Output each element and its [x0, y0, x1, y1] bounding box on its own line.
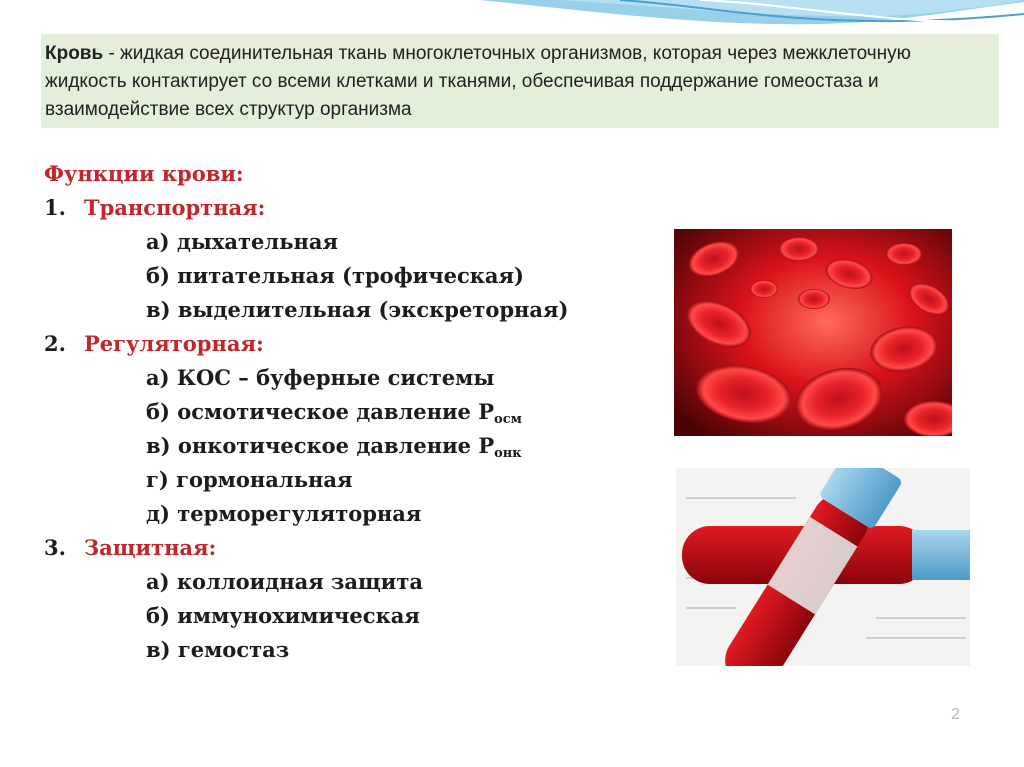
function-item: б) питательная (трофическая) [146, 263, 524, 288]
function-item [44, 395, 664, 429]
function-group-header [44, 327, 664, 361]
function-group-header [44, 191, 664, 225]
item-text: в) онкотическое давление P [146, 433, 495, 458]
blood-test-tubes-image [676, 468, 970, 666]
group-number: 1. [44, 195, 66, 220]
group-number: 2. [44, 331, 66, 356]
group-title: Транспортная: [84, 195, 266, 220]
function-item: а) КОС – буферные системы [146, 365, 495, 390]
page-number: 2 [951, 706, 960, 723]
function-item: а) дыхательная [146, 229, 338, 254]
definition-text: - жидкая соединительная ткань многоклеточных организмов, которая через межклеточную жидкость контактирует со всеми клетками и тканями, обеспечивая поддержание гомеостаза и взаимодействие всех структур организма [45, 43, 911, 120]
red-blood-cells-image [674, 229, 952, 436]
red-blood-cells-photo [674, 229, 952, 436]
item-text: б) осмотическое давление P [146, 399, 495, 424]
group-number: 3. [44, 535, 66, 560]
function-item: в) гемостаз [146, 637, 290, 662]
group-title: Защитная: [84, 535, 217, 560]
definition-box [41, 34, 999, 128]
blood-functions-list [44, 157, 664, 667]
function-item: в) выделительная (экскреторная) [146, 297, 569, 322]
function-group-header [44, 531, 664, 565]
function-item: г) гормональная [146, 467, 353, 492]
function-item [44, 429, 664, 463]
functions-heading: Функции крови: [44, 161, 244, 186]
function-item: д) терморегуляторная [146, 501, 422, 526]
function-item: а) коллоидная защита [146, 569, 423, 594]
function-item: б) иммунохимическая [146, 603, 420, 628]
subscript: осм [494, 412, 522, 427]
group-title: Регуляторная: [84, 331, 264, 356]
definition-term: Кровь [45, 43, 104, 64]
blood-test-tubes-photo [676, 468, 970, 666]
subscript: онк [494, 446, 522, 461]
